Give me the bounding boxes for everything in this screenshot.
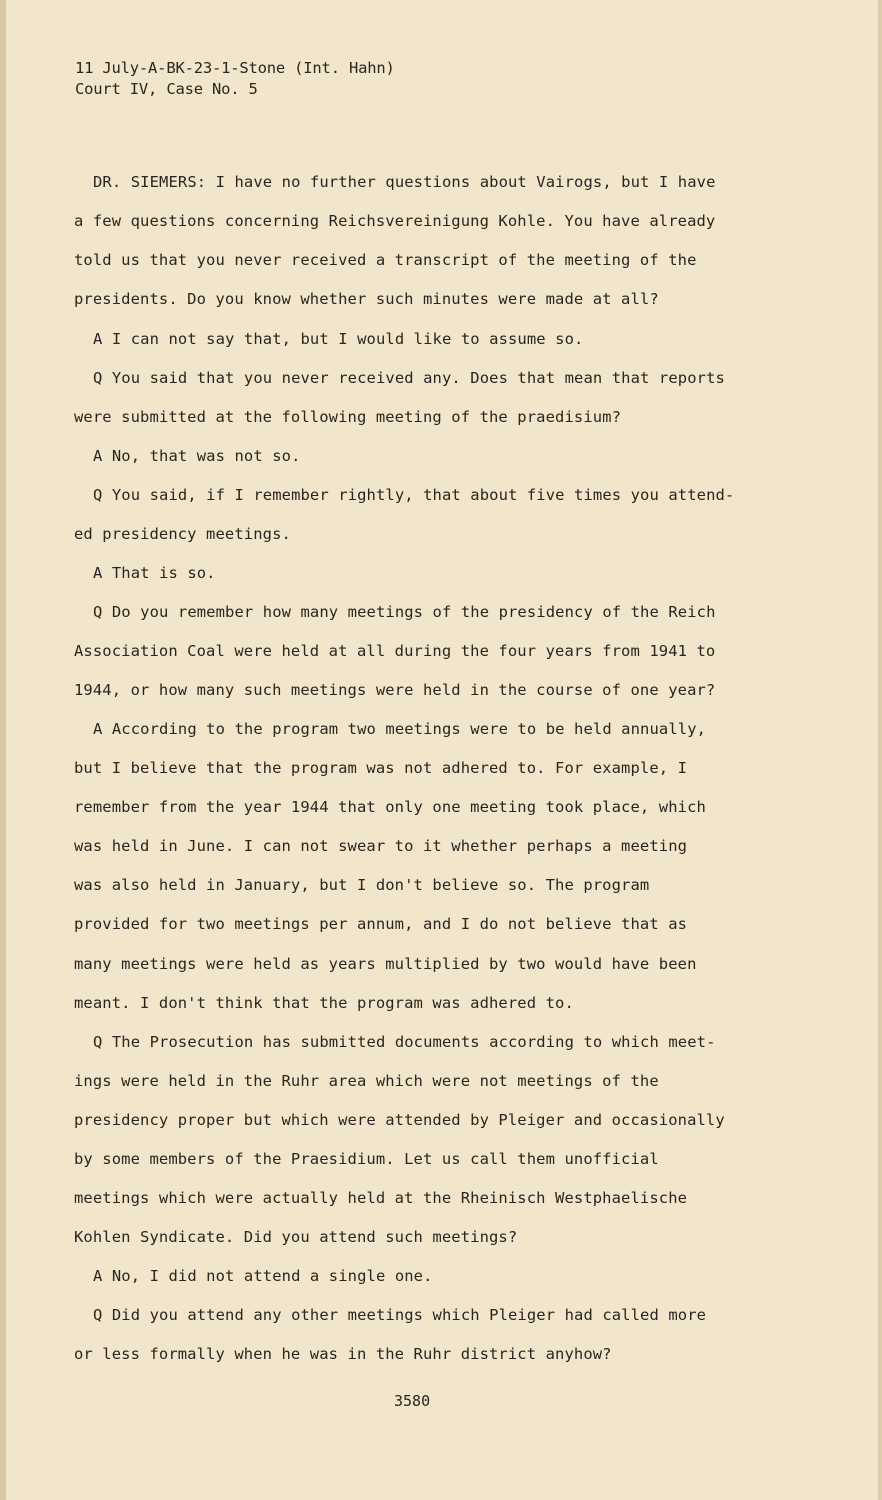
- body-line: A No, that was not so.: [93, 447, 301, 465]
- body-line: Q Did you attend any other meetings which Pleiger had called more: [93, 1306, 707, 1324]
- body-line: presidents. Do you know whether such minutes were made at all?: [74, 290, 659, 308]
- body-line: Q The Prosecution has submitted documents according to which meet-: [93, 1033, 716, 1051]
- body-line: was also held in January, but I don't believe so. The program: [74, 876, 650, 894]
- body-line: many meetings were held as years multiplied by two would have been: [74, 955, 697, 973]
- page-edge-left: [0, 0, 6, 1500]
- page-number: 3580: [394, 1392, 431, 1410]
- document-header: [75, 58, 395, 100]
- body-line: Q You said, if I remember rightly, that about five times you attend-: [93, 486, 735, 504]
- body-line: ings were held in the Ruhr area which were not meetings of the: [74, 1072, 659, 1090]
- body-line: Kohlen Syndicate. Did you attend such meetings?: [74, 1228, 518, 1246]
- body-line: meetings which were actually held at the Rheinisch Westphaelische: [74, 1189, 688, 1207]
- body-line: meant. I don't think that the program was adhered to.: [74, 994, 574, 1012]
- body-line: A According to the program two meetings were to be held annually,: [93, 720, 707, 738]
- body-line: DR. SIEMERS: I have no further questions about Vairogs, but I have: [93, 173, 716, 191]
- body-line: Association Coal were held at all during the four years from 1941 to: [74, 642, 716, 660]
- body-line: 1944, or how many such meetings were held in the course of one year?: [74, 681, 716, 699]
- body-line: were submitted at the following meeting of the praedisium?: [74, 408, 622, 426]
- body-line: but I believe that the program was not adhered to. For example, I: [74, 759, 688, 777]
- body-line: or less formally when he was in the Ruhr district anyhow?: [74, 1345, 612, 1363]
- header-line-1: 11 July-A-BK-23-1-Stone (Int. Hahn): [75, 59, 395, 77]
- body-line: by some members of the Praesidium. Let us call them unofficial: [74, 1150, 659, 1168]
- body-line: A No, I did not attend a single one.: [93, 1267, 433, 1285]
- body-line: A That is so.: [93, 564, 216, 582]
- body-line: ed presidency meetings.: [74, 525, 291, 543]
- body-line: Q Do you remember how many meetings of the presidency of the Reich: [93, 603, 716, 621]
- body-line: provided for two meetings per annum, and I do not believe that as: [74, 915, 688, 933]
- body-line: a few questions concerning Reichsvereinigung Kohle. You have already: [74, 212, 716, 230]
- body-line: remember from the year 1944 that only one meeting took place, which: [74, 798, 706, 816]
- body-line: presidency proper but which were attended by Pleiger and occasionally: [74, 1111, 725, 1129]
- body-line: told us that you never received a transcript of the meeting of the: [74, 251, 697, 269]
- body-line: A I can not say that, but I would like to assume so.: [93, 330, 584, 348]
- header-line-2: Court IV, Case No. 5: [75, 80, 258, 98]
- page-edge-right: [878, 0, 882, 1500]
- body-line: Q You said that you never received any. Does that mean that reports: [93, 369, 725, 387]
- body-line: was held in June. I can not swear to it whether perhaps a meeting: [74, 837, 688, 855]
